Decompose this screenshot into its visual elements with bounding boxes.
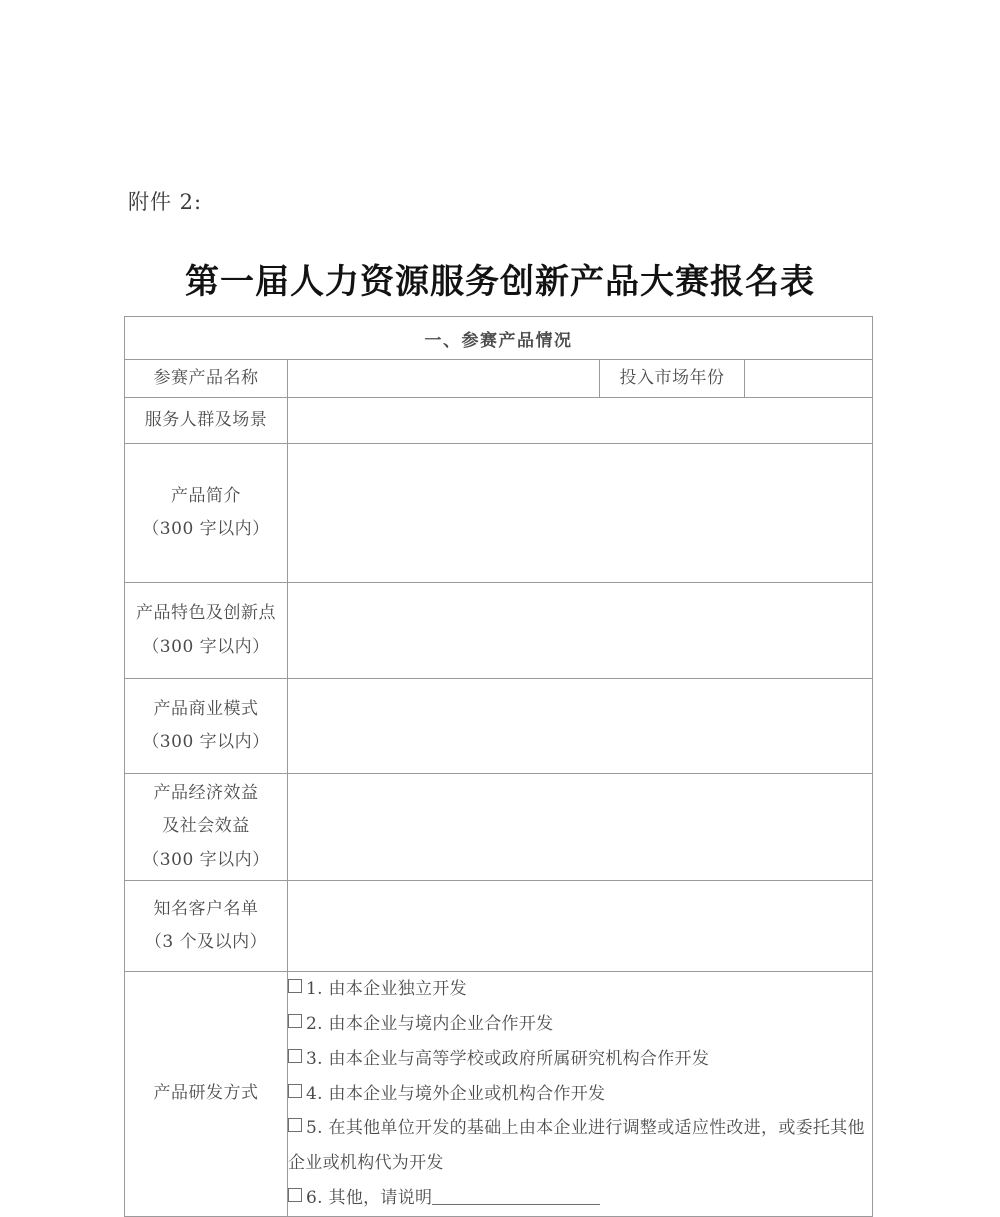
rnd-mode-option-6[interactable] xyxy=(288,1181,872,1216)
field-business-model[interactable] xyxy=(288,679,873,774)
checkbox-icon[interactable] xyxy=(288,1084,302,1098)
rnd-mode-option-1[interactable] xyxy=(288,972,872,1007)
label-business-model-main: 产品商业模式 xyxy=(153,698,259,719)
label-known-customers xyxy=(125,881,288,972)
table-row-product-intro xyxy=(125,444,873,583)
registration-form-table xyxy=(124,316,873,1217)
label-benefits-sub: （300 字以内） xyxy=(142,849,270,870)
table-row-benefits xyxy=(125,774,873,881)
label-product-intro-main: 产品简介 xyxy=(171,485,241,506)
field-market-year[interactable] xyxy=(745,360,873,398)
field-product-features[interactable] xyxy=(288,583,873,679)
table-row-rnd-mode xyxy=(125,972,873,1217)
table-row-business-model xyxy=(125,679,873,774)
table-row-product-features xyxy=(125,583,873,679)
rnd-mode-option-list xyxy=(288,972,873,1217)
label-known-customers-sub: （3 个及以内） xyxy=(144,932,268,952)
field-product-name[interactable] xyxy=(288,360,600,398)
field-product-intro[interactable] xyxy=(288,444,873,583)
checkbox-icon[interactable] xyxy=(288,1049,302,1063)
page-title: 第一届人力资源服务创新产品大赛报名表 xyxy=(185,262,815,302)
attachment-label: 附件 2: xyxy=(128,190,203,214)
rnd-mode-option-1-label: 1. 由本企业独立开发 xyxy=(306,979,467,999)
label-rnd-mode: 产品研发方式 xyxy=(125,972,288,1217)
table-row-section-header xyxy=(125,317,873,360)
label-benefits-main2: 及社会效益 xyxy=(162,816,250,837)
field-known-customers[interactable] xyxy=(288,881,873,972)
label-product-name: 参赛产品名称 xyxy=(125,360,288,398)
label-product-features-main: 产品特色及创新点 xyxy=(136,603,276,624)
label-business-model xyxy=(125,679,288,774)
label-business-model-sub: （300 字以内） xyxy=(142,732,270,752)
rnd-mode-option-5-label: 5. 在其他单位开发的基础上由本企业进行调整或适应性改进，或委托其他企业或机构代为开发 xyxy=(288,1118,865,1174)
label-product-intro-sub: （300 字以内） xyxy=(142,519,270,539)
rnd-mode-option-2-label: 2. 由本企业与境内企业合作开发 xyxy=(306,1013,554,1034)
rnd-mode-option-5[interactable] xyxy=(288,1111,872,1181)
checkbox-icon[interactable] xyxy=(288,979,302,993)
section-header: 一、参赛产品情况 xyxy=(125,317,873,360)
rnd-mode-option-3-label: 3. 由本企业与高等学校或政府所属研究机构合作开发 xyxy=(306,1048,710,1069)
label-product-intro xyxy=(125,444,288,583)
rnd-mode-other-input[interactable] xyxy=(432,1190,600,1205)
table-row-audience-scenario xyxy=(125,398,873,444)
label-audience-scenario: 服务人群及场景 xyxy=(125,398,288,444)
rnd-mode-option-3[interactable] xyxy=(288,1042,872,1077)
table-row-known-customers xyxy=(125,881,873,972)
checkbox-icon[interactable] xyxy=(288,1118,302,1132)
label-benefits xyxy=(125,774,288,881)
rnd-mode-option-2[interactable] xyxy=(288,1007,872,1042)
label-known-customers-main: 知名客户名单 xyxy=(153,898,259,919)
field-benefits[interactable] xyxy=(288,774,873,881)
field-audience-scenario[interactable] xyxy=(288,398,873,444)
label-product-features-sub: （300 字以内） xyxy=(142,636,270,657)
table-row-product-name xyxy=(125,360,873,398)
rnd-mode-option-6-label: 6. 其他，请说明 xyxy=(306,1188,433,1209)
rnd-mode-option-4-label: 4. 由本企业与境外企业或机构合作开发 xyxy=(306,1083,606,1104)
label-product-features xyxy=(125,583,288,679)
label-benefits-main: 产品经济效益 xyxy=(153,783,259,804)
rnd-mode-option-4[interactable] xyxy=(288,1077,872,1112)
checkbox-icon[interactable] xyxy=(288,1014,302,1028)
label-market-year: 投入市场年份 xyxy=(600,360,745,398)
